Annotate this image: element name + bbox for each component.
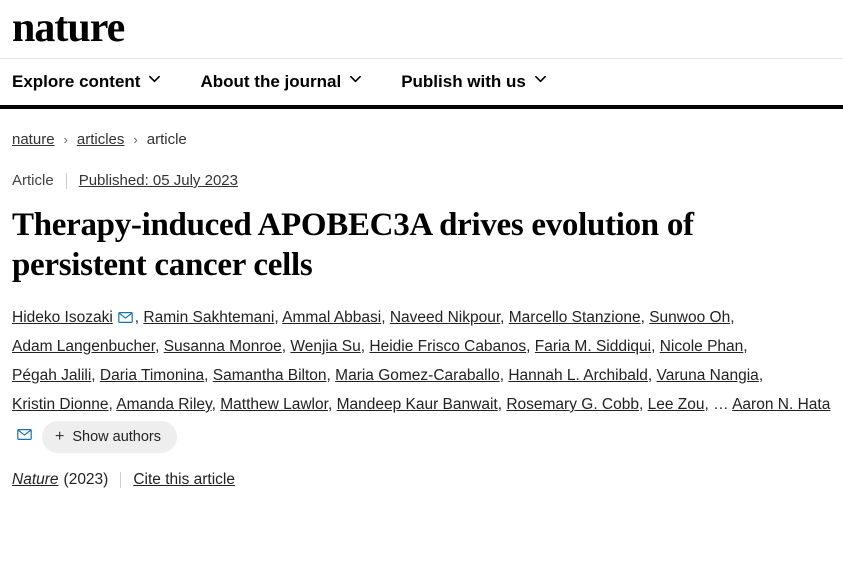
author-link[interactable]: Ammal Abbasi (282, 309, 382, 326)
nav-item-explore-content[interactable] (12, 72, 160, 92)
author-link[interactable]: Hannah L. Archibald (508, 367, 648, 384)
author-link[interactable]: Matthew Lawlor (220, 396, 328, 413)
author-link[interactable]: Faria M. Siddiqui (534, 338, 652, 355)
author-link[interactable]: Kristin Dionne (12, 396, 109, 413)
publication-date-link[interactable]: Published: 05 July 2023 (78, 172, 238, 189)
nav-item-publish-with-us[interactable] (401, 72, 546, 92)
email-icon[interactable] (17, 429, 32, 440)
primary-navigation (0, 59, 843, 109)
author-link[interactable]: Maria Gomez-Caraballo (335, 367, 500, 384)
plus-icon: + (55, 428, 65, 445)
meta-divider (120, 472, 121, 488)
journal-name-link[interactable]: Nature (12, 471, 59, 488)
site-masthead (0, 0, 843, 59)
author-link[interactable]: Wenjia Su (290, 338, 361, 355)
journal-citation (12, 451, 831, 489)
breadcrumb-item-nature[interactable]: nature (12, 131, 55, 148)
meta-divider (66, 173, 67, 189)
article-meta (12, 158, 831, 195)
breadcrumb (12, 109, 831, 158)
author-link[interactable]: Heidie Frisco Cabanos (369, 338, 527, 355)
show-authors-label: Show authors (72, 429, 162, 445)
cite-this-article-link[interactable]: Cite this article (133, 471, 235, 488)
author-link-last[interactable]: Aaron N. Hata (732, 396, 831, 413)
chevron-down-icon (535, 75, 546, 86)
article-type-label: Article (12, 172, 54, 189)
breadcrumb-item-article: article (146, 131, 187, 148)
author-link[interactable]: Rosemary G. Cobb (506, 396, 639, 413)
author-link[interactable]: Amanda Riley (116, 396, 212, 413)
author-link[interactable]: Ramin Sakhtemani (143, 309, 275, 326)
nature-logo[interactable]: nature (12, 5, 125, 51)
author-link[interactable]: Sunwoo Oh (649, 309, 731, 326)
author-link[interactable]: Susanna Monroe (163, 338, 282, 355)
nav-item-label: About the journal (200, 72, 342, 91)
author-link[interactable]: Hideko Isozaki (12, 309, 113, 326)
breadcrumb-separator-icon: › (133, 132, 138, 147)
author-link[interactable]: Varuna Nangia (656, 367, 759, 384)
breadcrumb-item-articles[interactable]: articles (76, 131, 125, 148)
breadcrumb-separator-icon: › (63, 132, 68, 147)
nav-item-label: Publish with us (401, 72, 526, 91)
author-link[interactable]: Marcello Stanzione (508, 309, 641, 326)
author-ellipsis: … (713, 396, 729, 413)
author-list: Hideko Isozaki , Ramin Sakhtemani, Ammal Abbasi, Naveed Nikpour, Marcello Stanzione, Sunwoo Oh, Adam Langenbucher, Susanna Monroe, Wenjia Su, Heidie Frisco Cabanos, Faria M. Siddiqui, Nicole Phan, Pégah Jalili, Daria Timonina, Samantha Bilton, Maria Gomez-Caraballo, Hannah L. Archibald, Varuna Nangia, Kristin Dionne, Amanda Riley, Matthew Lawlor, Mandeep Kaur Banwait, Rosemary G. Cobb, Lee Zou, … Aaron N. Hata + Show authors (12, 303, 831, 451)
author-link[interactable]: Lee Zou (647, 396, 705, 413)
email-icon[interactable] (118, 312, 133, 323)
author-link[interactable]: Adam Langenbucher (12, 338, 156, 355)
chevron-down-icon (350, 75, 361, 86)
nav-item-label: Explore content (12, 72, 141, 91)
author-link[interactable]: Daria Timonina (99, 367, 205, 384)
page-title: Therapy-induced APOBEC3A drives evolution of persistent cancer cells (12, 207, 694, 283)
chevron-down-icon (149, 75, 160, 86)
author-link[interactable]: Nicole Phan (659, 338, 744, 355)
author-link[interactable]: Samantha Bilton (212, 367, 327, 384)
author-link[interactable]: Mandeep Kaur Banwait (336, 396, 498, 413)
author-link[interactable]: Pégah Jalili (12, 367, 92, 384)
show-authors-button[interactable] (42, 421, 177, 453)
article-header (0, 109, 843, 489)
nav-item-about-the-journal[interactable] (200, 72, 361, 92)
author-link[interactable]: Naveed Nikpour (389, 309, 501, 326)
journal-year: (2023) (63, 471, 109, 488)
